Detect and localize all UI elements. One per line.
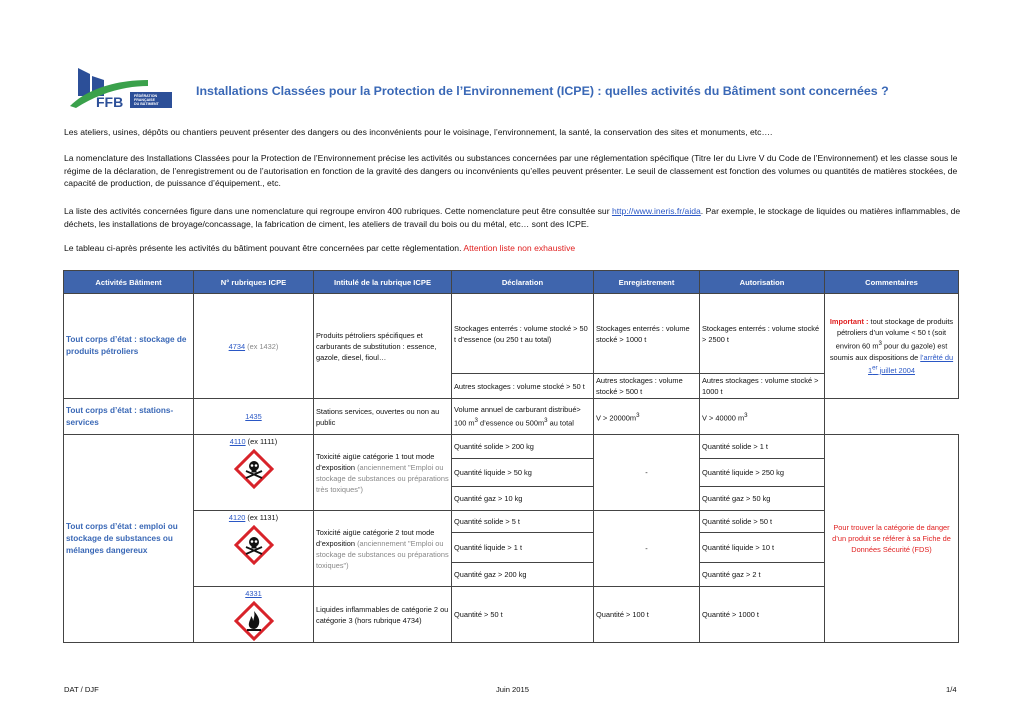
rubric-cell: 4110 (ex 1111): [194, 435, 314, 511]
activity-cell: Tout corps d’état : emploi ou stockage de substances ou mélanges dangereux: [64, 435, 194, 643]
authorization-cell: Quantité > 1000 t: [700, 587, 825, 643]
table-row: [64, 399, 959, 435]
declaration-cell: Autres stockages : volume stocké > 50 t: [452, 374, 594, 399]
svg-text:DU BÂTIMENT: DU BÂTIMENT: [134, 102, 159, 106]
rubric-label-cell: Liquides inflammables de catégorie 2 ou catégorie 3 (hors rubrique 4734): [314, 587, 452, 643]
table-row: [64, 587, 959, 643]
flame-icon: [234, 601, 274, 641]
declaration-cell: Quantité solide > 200 kg: [452, 435, 594, 459]
svg-text:FÉDÉRATION: FÉDÉRATION: [134, 94, 158, 98]
table-row: [64, 511, 959, 533]
rubric-label-cell: Stations services, ouvertes ou non au public: [314, 399, 452, 435]
activity-cell: Tout corps d’état : stations-services: [64, 399, 194, 435]
col-header: Commentaires: [825, 271, 959, 294]
col-header: N° rubriques ICPE: [194, 271, 314, 294]
activity-cell: Tout corps d’état : stockage de produits pétroliers: [64, 294, 194, 399]
rubric-label-cell: Toxicité aigüe catégorie 1 tout mode d’exposition (anciennement "Emploi ou stockage de substances ou préparations très toxiques"): [314, 435, 452, 511]
footer-date: Juin 2015: [496, 685, 529, 694]
intro-paragraph-1: Les ateliers, usines, dépôts ou chantiers peuvent présenter des dangers ou des inconvénients pour le voisinage, l’environnement, la santé, la conservation des sites et monuments, etc….: [64, 127, 773, 137]
declaration-cell: Quantité solide > 5 t: [452, 511, 594, 533]
authorization-cell: V > 40000 $m^3$: [700, 399, 825, 435]
rubric-link-1435[interactable]: 1435: [245, 412, 262, 421]
intro-paragraph-2: La nomenclature des Installations Classées pour la Protection de l’Environnement précise les activités ou substances concernées par une réglementation spécifique (Titre Ier du Livre V du Code de l’Environnement) et les classe sous le régime de la déclaration, de l’enregistrement ou de l’autorisation en fonction de la gravité des dangers ou inconvénients qu’elles peuvent présenter. Le seuil de classement est fonction des volumes ou quantités de matières stockées, de capacité de production, de puissance d’équipement., etc.: [64, 153, 958, 188]
col-header: Autorisation: [700, 271, 825, 294]
skull-crossbones-icon: [234, 449, 274, 489]
ineris-link[interactable]: http://www.ineris.fr/aida: [611, 206, 701, 216]
registration-cell: Stockages enterrés : volume stocké > 1000 t: [594, 294, 700, 374]
registration-cell: Autres stockages : volume stocké > 500 t: [594, 374, 700, 399]
rubric-link-4331[interactable]: 4331: [245, 589, 262, 598]
declaration-cell: Quantité liquide > 1 t: [452, 533, 594, 563]
ffb-logo: [68, 66, 174, 110]
logo-ffb-text: FFB: [96, 94, 124, 110]
svg-text:FRANÇAISE: FRANÇAISE: [134, 98, 155, 102]
authorization-cell: Quantité solide > 1 t: [700, 435, 825, 459]
authorization-cell: Stockages enterrés : volume stocké > 2500 t: [700, 294, 825, 374]
authorization-cell: Quantité liquide > 10 t: [700, 533, 825, 563]
authorization-cell: Quantité solide > 50 t: [700, 511, 825, 533]
rubric-cell: [194, 399, 314, 435]
rubric-cell: [194, 587, 314, 643]
warning-text: Attention liste non exhaustive: [463, 243, 576, 253]
declaration-cell: Quantité gaz > 10 kg: [452, 487, 594, 511]
arrete-link[interactable]: l’arrêté du 1er juillet 2004: [868, 352, 954, 375]
page-title: Installations Classées pour la Protection de l’Environnement (ICPE) : quelles activités du Bâtiment sont concernées ?: [196, 84, 889, 98]
authorization-cell: Quantité gaz > 2 t: [700, 563, 825, 587]
authorization-cell: Autres stockages : volume stocké > 1000 t: [700, 374, 825, 399]
intro-paragraph-4: Le tableau ci-après présente les activités du bâtiment pouvant être concernées par cette règlementation. Attention liste non exhaustive: [64, 243, 576, 253]
icpe-table: [63, 270, 959, 643]
rubric-link-4734[interactable]: 4734: [228, 341, 246, 351]
rubric-cell: 4120 (ex 1131): [194, 511, 314, 587]
table-header-row: [64, 271, 959, 294]
page-number: 1/4: [946, 685, 957, 694]
rubric-link-4110[interactable]: 4110: [229, 437, 246, 446]
table-row: [64, 435, 959, 459]
authorization-cell: Quantité liquide > 250 kg: [700, 459, 825, 487]
registration-cell: $V > 20000m^3$: [594, 399, 700, 435]
footer-left: DAT / DJF: [64, 685, 99, 694]
col-header: Intitulé de la rubrique ICPE: [314, 271, 452, 294]
comment-cell: Important : tout stockage de produits pétroliers d’un volume < 50 t (soit environ 60 $m^3$ pour du gazole) est soumis aux dispositions de l’arrêté du 1er juillet 2004: [825, 294, 959, 399]
authorization-cell: Quantité gaz > 50 kg: [700, 487, 825, 511]
declaration-cell: Quantité gaz > 200 kg: [452, 563, 594, 587]
rubric-label-cell: Produits pétroliers spécifiques et carburants de substitution : essence, gazole, diesel, fioul…: [314, 294, 452, 399]
declaration-cell: Stockages enterrés : volume stocké > 50 t d’essence (ou 250 t au total): [452, 294, 594, 374]
rubric-link-4120[interactable]: 4120: [228, 513, 246, 522]
rubric-label-cell: Toxicité aigüe catégorie 2 tout mode d’exposition (anciennement "Emploi ou stockage de substances ou préparations toxiques"): [314, 511, 452, 587]
declaration-cell: Volume annuel de carburant distribué> 100 $m^3$ d’essence ou $500m^3$ au total: [452, 399, 594, 435]
registration-cell: -: [594, 435, 700, 511]
comment-cell: Pour trouver la catégorie de danger d’un produit se référer à sa Fiche de Données Sécurité (FDS): [825, 435, 959, 643]
col-header: Activités Bâtiment: [64, 271, 194, 294]
intro-paragraph-3: La liste des activités concernées figure dans une nomenclature qui regroupe environ 400 rubriques. Cette nomenclature peut être consultée sur http://www.ineris.fr/aida. Par exemple, le stockage de liquides ou matières inflammables, de déchets, les installations de broyage/concassage, la fabrication de ciment, les ateliers de travail du bois ou du métal, etc… sont des ICPE.: [64, 206, 961, 229]
declaration-cell: Quantité > 50 t: [452, 587, 594, 643]
skull-crossbones-icon: [234, 525, 274, 565]
registration-cell: -: [594, 511, 700, 587]
rubric-cell: 4734 (ex 1432): [194, 294, 314, 399]
col-header: Enregistrement: [594, 271, 700, 294]
col-header: Déclaration: [452, 271, 594, 294]
table-row: [64, 294, 959, 374]
declaration-cell: Quantité liquide > 50 kg: [452, 459, 594, 487]
registration-cell: Quantité > 100 t: [594, 587, 700, 643]
